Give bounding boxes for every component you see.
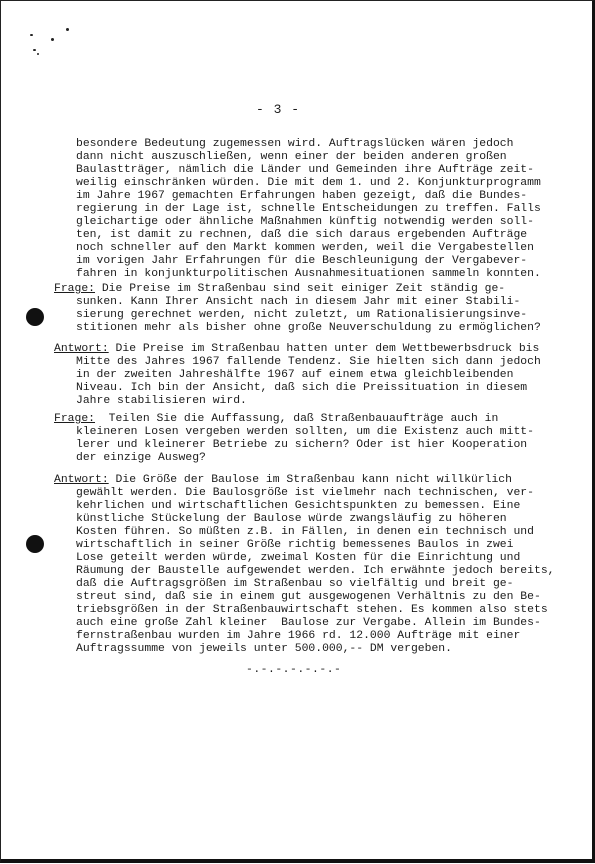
text-line: Auftragssumme von jeweils unter 500.000,-- DM vergeben.: [76, 643, 452, 655]
text-span: Die Preise im Straßenbau sind seit einiger Zeit ständig ge-: [95, 283, 506, 295]
text-line: auch eine große Zahl kleiner Baulose zur Vergabe. Allein im Bundes-: [76, 617, 541, 629]
text-line: lerer und kleinerer Betriebe zu sichern? Oder ist hier Kooperation: [76, 439, 528, 451]
text-line: wirtschaftlich in seiner Größe richtig bemessenes Baulos in zwei: [76, 539, 514, 551]
text-line: [54, 474, 512, 487]
text-line: Räumung der Baustelle aufgewendet werden. Ich erwähnte jedoch bereits,: [76, 565, 555, 577]
punch-hole: [26, 308, 44, 326]
answer-label: Antwort:: [54, 343, 109, 355]
text-line: stitionen mehr als bisher ohne große Neuverschuldung zu ermöglichen?: [76, 322, 541, 334]
text-line: kleineren Losen vergeben werden sollten, um die Existenz auch mitt-: [76, 426, 534, 438]
text-line: in der zweiten Jahreshälfte 1967 auf einem etwa gleichbleibenden: [76, 369, 514, 381]
text-line: gewählt werden. Die Baulosgröße ist vielmehr nach technischen, ver-: [76, 487, 534, 499]
text-line: [54, 283, 505, 296]
text-line: im vorigen Jahr Erfahrungen für die Beschleunigung der Vergabever-: [76, 255, 528, 267]
text-line: Lose geteilt werden würde, zweimal Kosten für die Einrichtung und: [76, 552, 521, 564]
scan-speck: [33, 49, 36, 51]
text-line: Baulastträger, nämlich die Länder und Gemeinden ihre Aufträge zeit-: [76, 164, 534, 176]
text-line: daß die Auftragsgrößen im Straßenbau so vielfältig und breit ge-: [76, 578, 514, 590]
text-line: weilig einschränken würden. Die mit dem 1. und 2. Konjunkturprogramm: [76, 177, 541, 189]
text-line: [54, 413, 498, 426]
text-line: regierung in der Lage ist, schnelle Entscheidungen zu treffen. Falls: [76, 203, 541, 215]
page-number: - 3 -: [256, 102, 301, 117]
question-label: Frage:: [54, 413, 96, 425]
text-line: dann nicht auszuschließen, wenn einer der beiden anderen großen: [76, 151, 507, 163]
text-line: triebsgrößen in der Straßenbauwirtschaft stehen. Es kommen also stets: [76, 604, 548, 616]
text-line: Mitte des Jahres 1967 fallende Tendenz. Sie hielten sich dann jedoch: [76, 356, 541, 368]
text-span: Die Größe der Baulose im Straßenbau kann nicht willkürlich: [108, 474, 512, 486]
text-line: [54, 343, 539, 356]
text-line: streut sind, daß sie in einem gut ausgewogenen Verhältnis zu den Be-: [76, 591, 541, 603]
text-line: künstliche Stückelung der Baulose würde zwangsläufig zu höheren: [76, 513, 507, 525]
text-line: sunken. Kann Ihrer Ansicht nach in diesem Jahr mit einer Stabili-: [76, 296, 521, 308]
text-span: Teilen Sie die Auffassung, daß Straßenbauaufträge auch in: [95, 413, 499, 425]
text-line: ten, ist damit zu rechnen, daß die sich daraus ergebenden Aufträge: [76, 229, 528, 241]
scan-speck: [37, 53, 39, 55]
text-line: kehrlichen und wirtschaftlichen Gesichtspunkten zu bemessen. Eine: [76, 500, 521, 512]
text-line: fahren in konjunkturpolitischen Ausnahmesituationen sammeln konnten.: [76, 268, 541, 280]
text-span: Die Preise im Straßenbau hatten unter dem Wettbewerbsdruck bis: [108, 343, 540, 355]
punch-hole: [26, 535, 44, 553]
question-label: Frage:: [54, 283, 96, 295]
text-line: Jahre stabilisieren wird.: [76, 395, 247, 407]
scan-speck: [66, 28, 69, 31]
scan-speck: [51, 38, 54, 41]
text-line: im Jahre 1967 gemachten Erfahrungen haben gezeigt, daß die Bundes-: [76, 190, 528, 202]
text-line: Niveau. Ich bin der Ansicht, daß sich die Preissituation in diesem: [76, 382, 528, 394]
scan-speck: [30, 34, 33, 36]
text-line: sierung gerechnet werden, nicht zuletzt, um Rationalisierungsinve-: [76, 309, 528, 321]
answer-label: Antwort:: [54, 474, 109, 486]
text-line: Kosten führen. So müßten z.B. in Fällen, in denen ein technisch und: [76, 526, 534, 538]
text-line: noch schneller auf den Markt kommen werden, weil die Vergabestellen: [76, 242, 534, 254]
end-mark: -.-.-.-.-.-.-: [246, 664, 342, 676]
text-line: fernstraßenbau wurden im Jahre 1966 rd. 12.000 Aufträge mit einer: [76, 630, 521, 642]
text-line: besondere Bedeutung zugemessen wird. Auftragslücken wären jedoch: [76, 138, 514, 150]
text-line: gleichartige oder ähnliche Maßnahmen künftig notwendig werden soll-: [76, 216, 534, 228]
text-line: der einzige Ausweg?: [76, 452, 206, 464]
